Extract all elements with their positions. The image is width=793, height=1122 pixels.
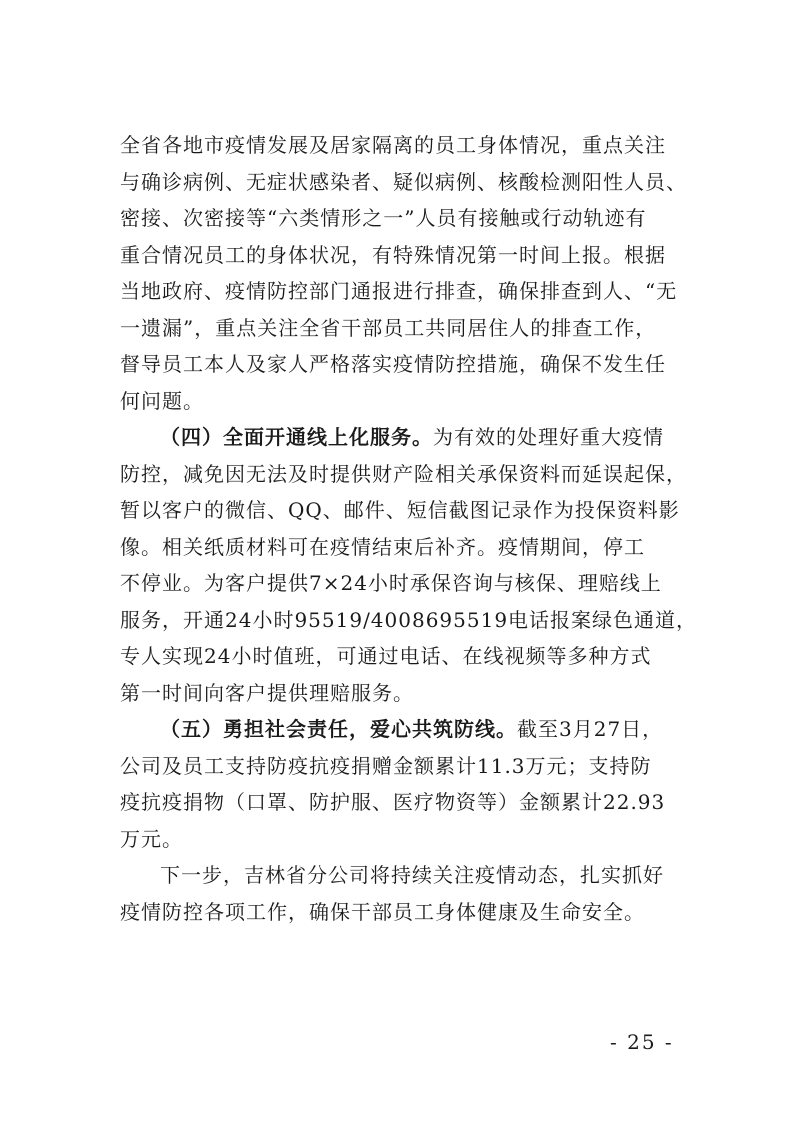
text-line bbox=[120, 711, 680, 748]
text-line: 重合情况员工的身体状况，有特殊情况第一时间上报。根据 bbox=[120, 242, 666, 267]
text-line: 疫情防控各项工作，确保干部员工身体健康及生命安全。 bbox=[120, 899, 645, 924]
text-line: 督导员工本人及家人严格落实疫情防控措施，确保不发生任 bbox=[120, 352, 666, 376]
text-line: 公司及员工支持防疫抗疫捐赠金额累计11.3万元；支持防 bbox=[120, 753, 652, 778]
text-line: 暂以客户的微信、QQ、邮件、短信截图记录作为投保资料影 bbox=[120, 498, 680, 522]
text-line: 万元。 bbox=[120, 826, 183, 851]
text-line: 防控，减免因无法及时提供财产险相关承保资料而延误起保， bbox=[120, 461, 687, 486]
text-line: 不停业。为客户提供7×24小时承保咨询与核保、理赔线上 bbox=[120, 571, 662, 595]
document-body bbox=[120, 127, 698, 930]
text-run: 截至3月27日， bbox=[517, 717, 664, 741]
text-line bbox=[120, 419, 680, 456]
page-number: - 25 - bbox=[610, 1030, 674, 1054]
text-line: 第一时间向客户提供理赔服务。 bbox=[120, 680, 414, 705]
text-line: 全省各地市疫情发展及居家隔离的员工身体情况，重点关注 bbox=[120, 133, 666, 157]
text-run: 为有效的处理好重大疫情 bbox=[433, 425, 664, 449]
text-line: 专人实现24小时值班，可通过电话、在线视频等多种方式 bbox=[120, 644, 652, 668]
section-heading-5: （五）勇担社会责任，爱心共筑防线。 bbox=[160, 717, 517, 741]
paragraph-next-steps bbox=[120, 857, 680, 930]
text-line: 服务，开通24小时95519/4008695519电话报案绿色通道， bbox=[120, 607, 698, 632]
section-heading-4: （四）全面开通线上化服务。 bbox=[160, 425, 433, 449]
paragraph-online-services bbox=[120, 419, 698, 711]
paragraph-social-responsibility bbox=[120, 711, 680, 857]
text-line: 密接、次密接等“六类情形之一”人员有接触或行动轨迹有 bbox=[120, 206, 647, 230]
text-line: 下一步，吉林省分公司将持续关注疫情动态，扎实抓好 bbox=[160, 863, 664, 887]
text-line: 何问题。 bbox=[120, 388, 204, 413]
text-line: 疫抗疫捐物（口罩、防护服、医疗物资等）金额累计22.93 bbox=[120, 790, 666, 814]
text-line: 一遗漏”，重点关注全省干部员工共同居住人的排查工作， bbox=[120, 315, 657, 340]
text-line: 当地政府、疫情防控部门通报进行排查，确保排查到人、“无 bbox=[120, 279, 678, 303]
text-line: 与确诊病例、无症状感染者、疑似病例、核酸检测阳性人员、 bbox=[120, 169, 687, 194]
text-line: 像。相关纸质材料可在疫情结束后补齐。疫情期间，停工 bbox=[120, 534, 645, 559]
paragraph-employee-health-screening bbox=[120, 127, 687, 419]
